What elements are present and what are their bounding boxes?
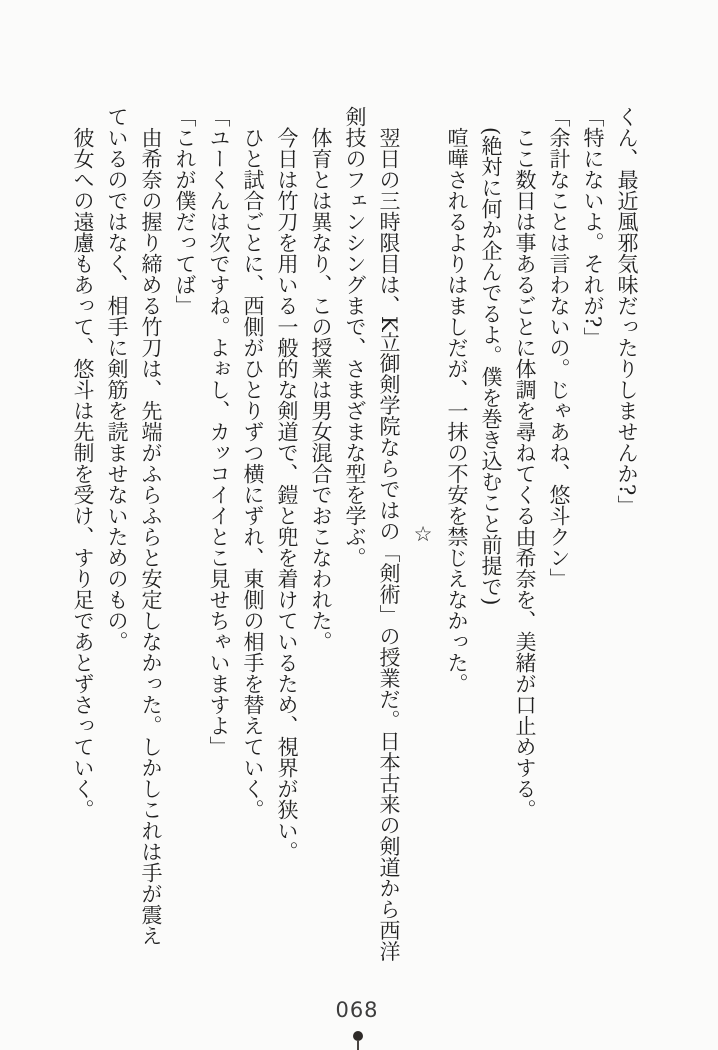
section-divider-star: ☆ <box>411 522 435 546</box>
paragraph: 体育とは異なり、この授業は男女混合でおこなわれた。 <box>309 127 333 652</box>
paragraph: 由希奈の握り締める竹刀は、先端がふらふらと安定しなかった。しかしこれは手が震えているのではなく、相手に剣筋を読ませないためのもの。 <box>105 106 163 946</box>
paragraph: 「特にないよ。それが?」 <box>581 106 605 349</box>
page-number: 068 <box>335 998 379 1022</box>
paragraph: 翌日の三時限目は、K立御剣学院ならではの「剣術」の授業だ。日本古来の剣道から西洋剣技のフェンシングまで、さまざまな型を学ぶ。 <box>343 106 401 962</box>
paragraph: 今日は竹刀を用いる一般的な剣道で、鎧と兜を着けているため、視界が狭い。 <box>275 127 299 862</box>
paragraph: ひと試合ごとに、西側がひとりずつ横にずれ、東側の相手を替えていく。 <box>241 127 265 820</box>
novel-text-block <box>66 106 644 962</box>
paragraph: 「ユーくんは次ですね。よぉし、カッコイイとこ見せちゃいますよ」 <box>207 106 231 757</box>
paragraph: (絶対に何か企んでるよ。僕を巻き込むこと前提で) <box>479 127 503 606</box>
pin-stem-icon <box>357 1040 359 1050</box>
paragraph: 喧嘩されるよりはましだが、一抹の不安を禁じえなかった。 <box>445 127 469 694</box>
paragraph: 彼女への遠慮もあって、悠斗は先制を受け、すり足であとずさっていく。 <box>71 127 95 820</box>
pin-icon <box>353 1031 364 1050</box>
paragraph: くん、最近風邪気味だったりしませんか?」 <box>615 106 639 517</box>
paragraph: 「余計なことは言わないの。じゃあね、悠斗クン」 <box>547 106 571 589</box>
page-footer <box>0 998 718 1050</box>
paragraph: ここ数日は事あるごとに体調を尋ねてくる由希奈を、美緒が口止めする。 <box>513 127 537 820</box>
paragraph: 「これが僕だってば」 <box>173 106 197 316</box>
